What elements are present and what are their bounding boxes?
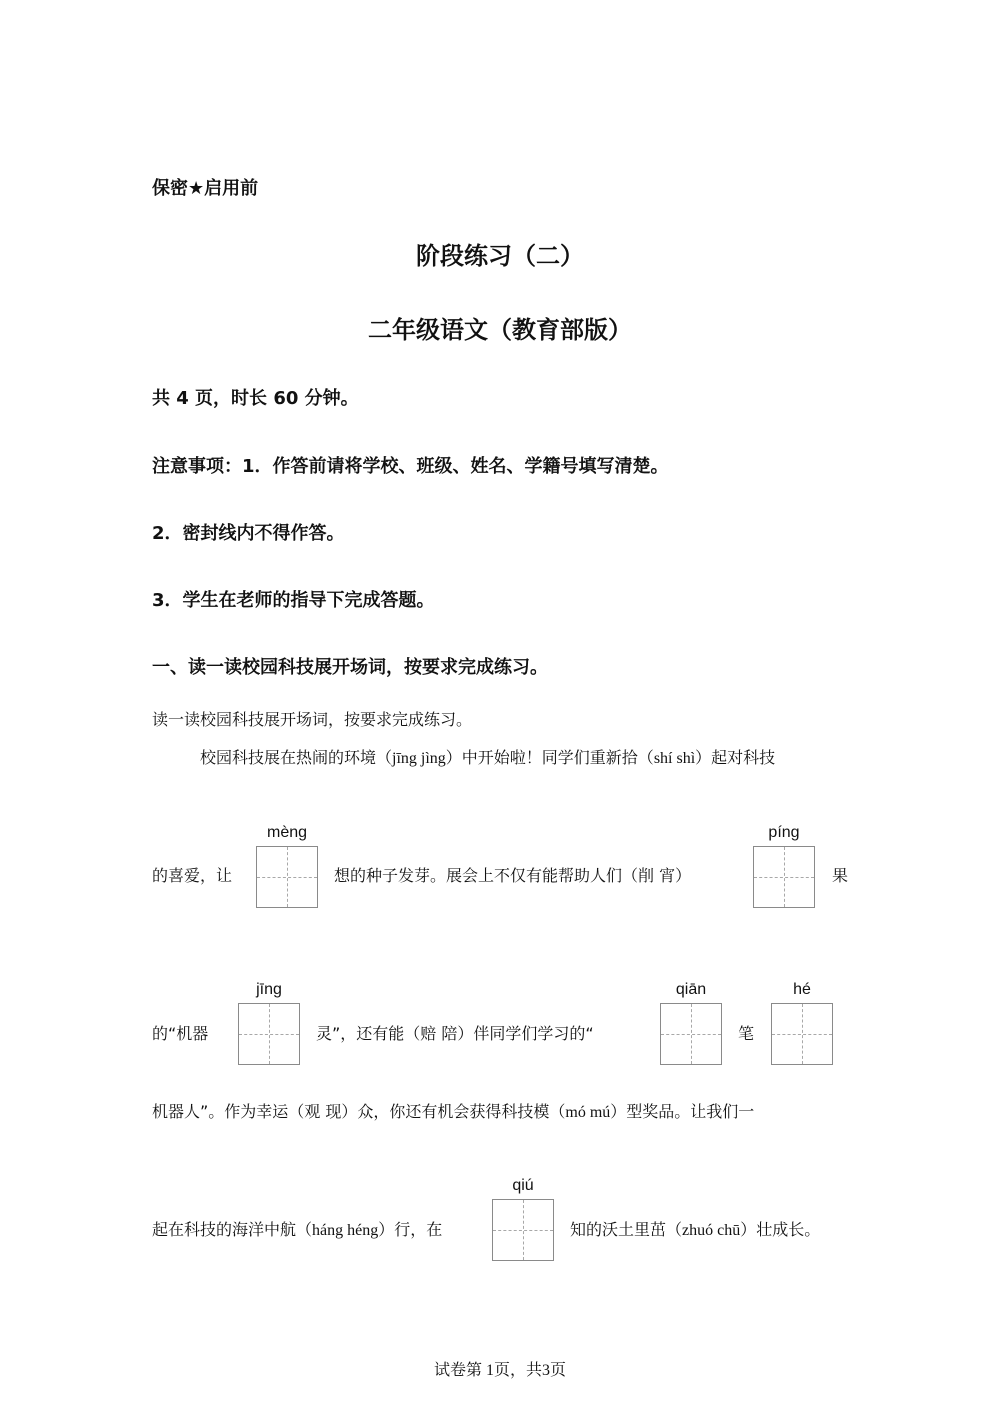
pinyin-jing: jīng (256, 981, 282, 998)
exam-subtitle: 二年级语文（教育部版） (368, 316, 632, 344)
text-segment: 起在科技的海洋中航（ (152, 1220, 313, 1239)
note-1: 注意事项：1．作答前请将学校、班级、姓名、学籍号填写清楚。 (152, 456, 669, 477)
line3-text-b: 灵”，还有能（赔 陪）伴同学们学习的“ (316, 1024, 594, 1043)
confidential-label: 保密★启用前 (152, 178, 259, 199)
text-segment: ）中开始啦！同学们重新拾（ (445, 748, 654, 767)
pinyin-qian: qiān (675, 981, 707, 998)
pinyin-segment: zhuó chū (682, 1222, 741, 1239)
answer-box-meng[interactable] (256, 846, 318, 908)
line2-text-c: 果 (832, 866, 849, 885)
answer-box-he[interactable] (771, 1003, 833, 1065)
line5-text-c (570, 1217, 820, 1240)
text-segment: ）起对科技 (695, 748, 776, 767)
pinyin-segment: jīng jìng (392, 750, 446, 767)
pinyin-meng: mèng (266, 824, 308, 841)
line3-text-a: 的“机器 (152, 1024, 209, 1043)
answer-box-qian[interactable] (660, 1003, 722, 1065)
text-segment: 知的沃土里茁（ (570, 1220, 683, 1239)
text-segment: ）型奖品。让我们一 (610, 1102, 755, 1121)
pinyin-segment: shí shì (653, 750, 696, 767)
line2-text-b: 想的种子发芽。展会上不仅有能帮助人们（削 宵） (334, 866, 692, 885)
pinyin-segment: háng héng (312, 1222, 379, 1239)
answer-box-jing[interactable] (238, 1003, 300, 1065)
passage-line-4 (152, 1099, 754, 1122)
section-heading: 一、读一读校园科技展开场词，按要求完成练习。 (152, 657, 548, 678)
text-segment: 校园科技展在热闹的环境（ (200, 748, 393, 767)
section-instruction: 读一读校园科技展开场词，按要求完成练习。 (152, 710, 473, 729)
text-segment: 机器人”。作为幸运（观 现）众，你还有机会获得科技模（ (152, 1102, 566, 1121)
pinyin-segment: mó mú (565, 1104, 611, 1121)
exam-title: 阶段练习（二） (416, 242, 584, 270)
page-footer: 试卷第 1页，共3页 (433, 1362, 566, 1379)
note-3: 3．学生在老师的指导下完成答题。 (152, 590, 435, 611)
passage-line-1 (200, 745, 775, 768)
exam-length: 共 4 页，时长 60 分钟。 (152, 388, 359, 409)
pinyin-ping: píng (768, 824, 800, 841)
line5-text-a (152, 1217, 442, 1240)
text-segment: ）行，在 (378, 1220, 443, 1239)
line2-text-a: 的喜爱，让 (152, 866, 233, 885)
note-2: 2．密封线内不得作答。 (152, 523, 345, 544)
line3-text-c: 笔 (738, 1024, 755, 1043)
pinyin-qiu: qiú (512, 1177, 534, 1194)
answer-box-qiu[interactable] (492, 1199, 554, 1261)
answer-box-ping[interactable] (753, 846, 815, 908)
text-segment: ）壮成长。 (740, 1220, 821, 1239)
pinyin-he: hé (793, 981, 811, 998)
